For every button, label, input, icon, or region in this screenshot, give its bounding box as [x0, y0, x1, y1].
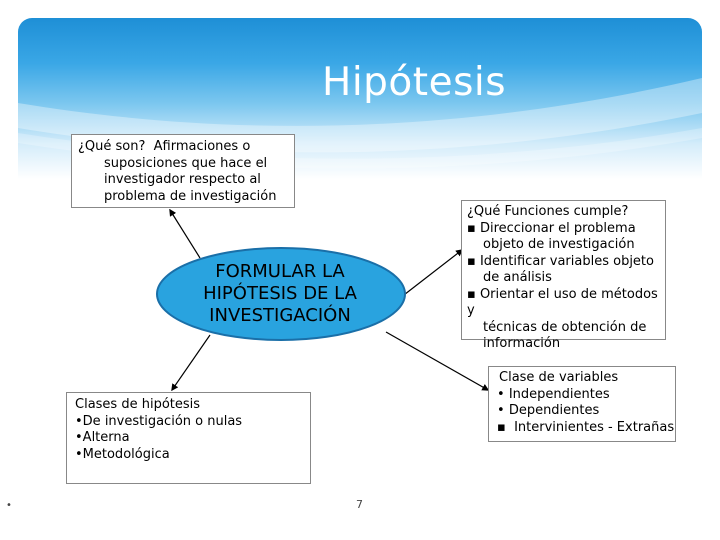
arrow-to-clases: [172, 335, 210, 390]
arrow-to-funciones: [400, 250, 462, 298]
clases-heading: Clases de hipótesis: [75, 397, 201, 412]
que-son-line: suposiciones que hace el: [104, 155, 268, 171]
funciones-item: técnicas de obtención de: [483, 319, 647, 335]
funciones-item: Identificar variables objeto: [479, 253, 654, 269]
funciones-item: objeto de investigación: [483, 237, 635, 252]
center-line: FORMULAR LA: [215, 261, 345, 282]
center-concept: [185, 261, 375, 327]
funciones-box: ¿Qué Funciones cumple? ▪ Direccionar el problema objeto de investigación ▪ Identificar variables objeto de análisis ▪ Orientar el uso de métodos y técnicas de obtención de información: [461, 200, 666, 340]
funciones-item: información: [483, 336, 561, 351]
clases-item: De investigación o nulas: [82, 413, 243, 429]
funciones-item: Direccionar el problema: [479, 220, 636, 236]
slide-title: Hipótesis: [322, 60, 507, 105]
que-son-line: investigador respecto al: [104, 172, 261, 187]
clases-item: Metodológica: [82, 446, 170, 462]
arrow-to-que-son: [170, 210, 200, 258]
variables-item: Dependientes: [508, 403, 600, 418]
funciones-heading: ¿Qué Funciones cumple?: [467, 204, 629, 219]
clases-item: Alterna: [82, 430, 130, 445]
center-line: INVESTIGACIÓN: [209, 305, 351, 326]
que-son-line: Afirmaciones o: [153, 139, 251, 154]
que-son-box: [71, 134, 295, 208]
page-number: 7: [356, 498, 363, 511]
que-son-line: problema de investigación: [104, 188, 277, 204]
center-line: HIPÓTESIS DE LA: [203, 283, 357, 304]
variables-item: Independientes: [508, 386, 610, 402]
footer-bullet: •: [6, 500, 12, 511]
variables-item: Intervinientes - Extrañas: [514, 419, 675, 435]
funciones-item: de análisis: [483, 270, 552, 285]
funciones-item: Orientar el uso de métodos y: [467, 286, 658, 318]
variables-heading: Clase de variables: [499, 370, 619, 385]
variables-box: Clase de variables • Independientes • Dependientes ▪ Intervinientes - Extrañas: [488, 366, 676, 442]
que-son-heading: ¿Qué son?: [78, 139, 146, 154]
clases-box: Clases de hipótesis •De investigación o nulas •Alterna •Metodológica: [66, 392, 311, 484]
